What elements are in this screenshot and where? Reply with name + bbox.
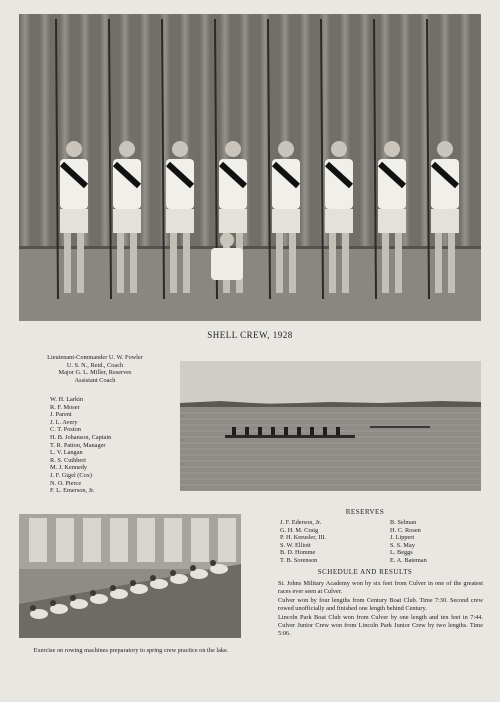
gym-window	[164, 518, 182, 562]
reserve-item: S. W. Elliott	[280, 541, 311, 549]
rower-shorts	[219, 209, 247, 233]
gym-window	[218, 518, 236, 562]
cox-body	[211, 248, 243, 280]
rower-shorts	[431, 209, 459, 233]
rower-leg	[183, 233, 190, 293]
reserve-item: B. Selman	[390, 519, 417, 526]
gym-window	[191, 518, 209, 562]
curtain-fold	[39, 14, 51, 246]
curtain-fold	[299, 14, 311, 246]
rower-leg	[448, 233, 455, 293]
rower-shorts	[325, 209, 353, 233]
page-title: SHELL CREW, 1928	[207, 330, 293, 340]
rower-head	[437, 141, 453, 157]
rower-leg	[77, 233, 84, 293]
rower-head	[172, 141, 188, 157]
boat-rower	[297, 427, 301, 435]
schedule-heading: SCHEDULE AND RESULTS	[317, 568, 413, 576]
gym-window	[137, 518, 155, 562]
rower-leg	[395, 233, 402, 293]
rower-shorts	[60, 209, 88, 233]
rower-shorts	[378, 209, 406, 233]
roster-item: J. L. Avery	[50, 418, 78, 426]
gym-rower-head	[130, 580, 136, 586]
rower-leg	[289, 233, 296, 293]
rower-leg	[276, 233, 283, 293]
reserve-item: H. C. Rosen	[390, 526, 421, 534]
roster-item: R. F. Moser	[50, 403, 80, 411]
boat-rower	[323, 427, 327, 435]
photo-caption: Exercise on rowing machines preparatory to spring crew practice on the lake.	[33, 647, 229, 654]
roster-item: N. O. Pierce	[50, 479, 82, 487]
boat-rower	[258, 427, 262, 435]
reserve-item: T. B. Sorenson	[280, 556, 318, 564]
coach-line: Assistant Coach	[74, 376, 116, 384]
gym-window	[110, 518, 128, 562]
boat-rower	[336, 427, 340, 435]
rower-head	[331, 141, 347, 157]
coach-line: Lieutenant-Commander U. W. Fowler	[47, 354, 143, 361]
gym-rower-head	[70, 595, 76, 601]
rower-leg	[64, 233, 71, 293]
gym-rower-head	[210, 560, 216, 566]
schedule-paragraph: Culver won by four lengths from Century Boat Club. Time 7:30. Second crew rowed unofficially and finished one length behind Century.	[278, 597, 483, 612]
rower-leg	[435, 233, 442, 293]
reserve-item: J. F. Ederson, Jr.	[280, 519, 322, 526]
reserves-heading: RESERVES	[345, 508, 385, 516]
rower-leg	[329, 233, 336, 293]
gym-window	[29, 518, 47, 562]
curtain-fold	[479, 14, 481, 246]
coach-line: U. S. N., Retd., Coach	[66, 361, 124, 369]
boat-rower	[284, 427, 288, 435]
rower-leg	[130, 233, 137, 293]
gym-rower-head	[30, 605, 36, 611]
reserve-item: B. D. Homme	[280, 549, 316, 557]
roster-item: J. Parent	[50, 411, 72, 419]
boat-rower	[310, 427, 314, 435]
roster-item: T. R. Patton, Manager	[50, 441, 106, 449]
roster-item: F. L. Emerson, Jr.	[50, 487, 95, 495]
rowing-machine-photo	[19, 514, 241, 638]
curtain-fold	[359, 14, 371, 246]
rower-shorts	[272, 209, 300, 233]
boat-rower	[271, 427, 275, 435]
gym-rower-head	[50, 600, 56, 606]
curtain-fold	[459, 14, 471, 246]
reserve-item: E. A. Bateman	[390, 556, 427, 564]
rower-head	[66, 141, 82, 157]
roster-item: W. H. Larkin	[50, 396, 83, 403]
curtain-fold	[19, 14, 31, 246]
roster-item: R. S. Cuthbert	[50, 456, 87, 464]
gym-rower-head	[170, 570, 176, 576]
roster-item: L. V. Langan	[50, 449, 83, 457]
curtain-fold	[199, 14, 211, 246]
reserve-item: L. Beggs	[390, 549, 413, 557]
rower-leg	[170, 233, 177, 293]
boat-rower	[232, 427, 236, 435]
rower-shorts	[113, 209, 141, 233]
rower-shorts	[166, 209, 194, 233]
reserves-right-column	[390, 519, 480, 565]
rower-head	[384, 141, 400, 157]
rower-leg	[342, 233, 349, 293]
roster-item: M. J. Kennedy	[50, 464, 88, 472]
lake-photo	[180, 361, 481, 491]
gym-window	[83, 518, 101, 562]
gym-rower-head	[190, 565, 196, 571]
boat-rower	[245, 427, 249, 435]
reserve-item: P. H. Kreusler, III.	[280, 534, 327, 542]
roster-item: H. B. Johanson, Captain	[50, 433, 112, 441]
rower-head	[119, 141, 135, 157]
crew-photo	[19, 14, 481, 321]
rower-head	[278, 141, 294, 157]
reserve-item: G. H. M. Craig	[280, 526, 319, 534]
rower-head	[225, 141, 241, 157]
gym-rower-head	[90, 590, 96, 596]
roster-item: J. F. Gigel (Cox)	[50, 471, 92, 479]
schedule-paragraph: Lincoln Park Boat Club won from Culver by one length and ten feet in 7:44. Culver Junior Crew won from Lincoln Park Junior Crew by two lengths. Time 5:06.	[278, 614, 483, 637]
roster-item: C. T. Poston	[50, 426, 81, 434]
roster-list	[50, 396, 180, 495]
coach-line: Major G. L. Miller, Reserves	[58, 369, 132, 377]
rower-leg	[382, 233, 389, 293]
gym-window	[56, 518, 74, 562]
schedule-paragraph: St. Johns Military Academy won by six feet from Culver in one of the greatest races ever seen at Culver.	[278, 580, 483, 595]
gym-rower-head	[150, 575, 156, 581]
coaches-block	[15, 354, 175, 384]
rower-leg	[117, 233, 124, 293]
reserves-left-column	[280, 519, 380, 565]
reserve-item: J. Lippert	[390, 534, 415, 542]
schedule-body	[278, 580, 483, 637]
cox-head	[220, 233, 234, 247]
reserve-item: S. S. May	[390, 541, 415, 549]
gym-rower-head	[110, 585, 116, 591]
